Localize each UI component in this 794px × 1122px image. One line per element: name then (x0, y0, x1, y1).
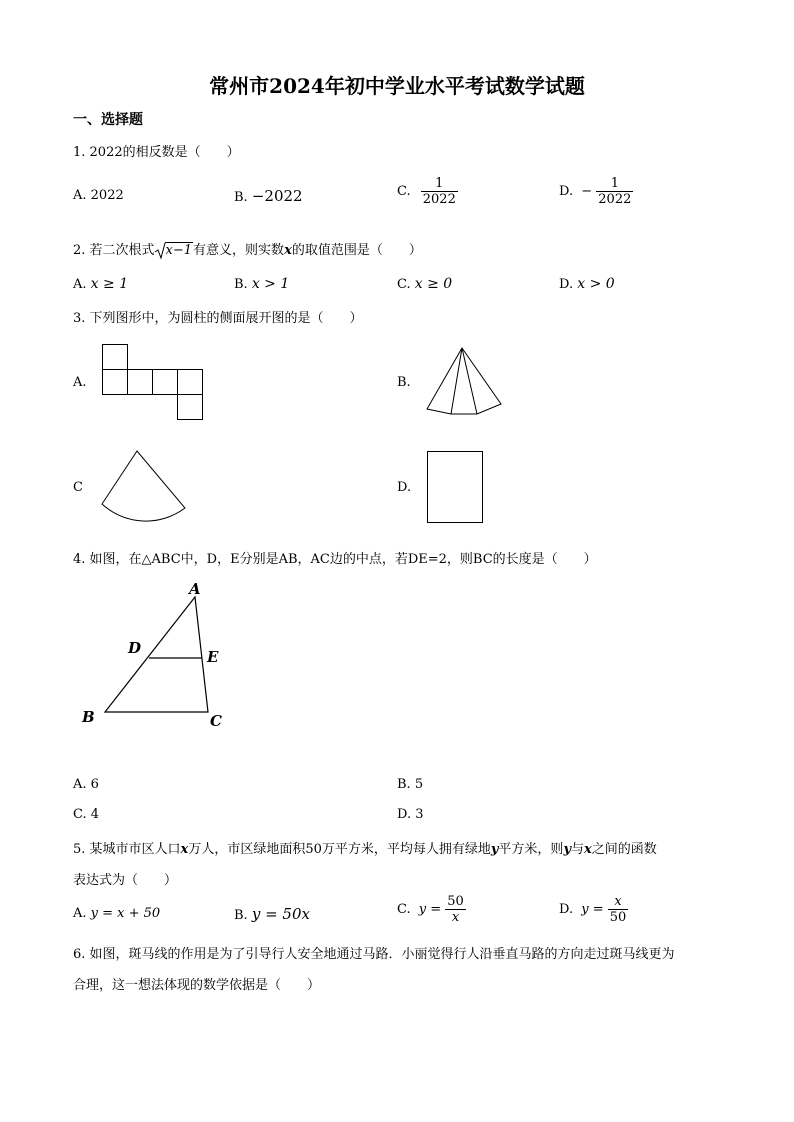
q5-d-numerator: x (614, 894, 622, 909)
q3-figure-b-pyramid-icon (425, 347, 505, 417)
q2-stem-post: 的取值范围是（ ） (291, 243, 422, 258)
q2-option-d-label: D. (559, 277, 574, 292)
q2-radical (155, 243, 194, 258)
label-c: C (210, 712, 222, 730)
label-a: A (189, 580, 201, 598)
q5-line1-pre: 5. 某城市市区人口 (73, 842, 181, 857)
page-title: 常州市2024年初中学业水平考试数学试题 (209, 74, 585, 98)
q1-option-c (397, 176, 458, 207)
q2-stem-mid: 有意义，则实数 (193, 243, 285, 258)
q5-c-numerator: 50 (447, 894, 464, 909)
q5-var-x2: x (584, 842, 592, 857)
q5-option-d (559, 894, 628, 925)
q5-var-y1: y (490, 842, 499, 857)
q5-var-y2: y (563, 842, 571, 857)
q2-option-a-label: A. (73, 277, 87, 292)
q5-option-d-label: D. (559, 902, 574, 917)
question-1-stem: 1. 2022的相反数是（ ） (73, 145, 240, 160)
q3-option-d-label: D. (397, 480, 412, 495)
question-4-stem: 4. 如图，在△ABC中，D，E分别是AB，AC边的中点，若DE=2，则BC的长度是（ ） (73, 552, 597, 567)
label-b: B (82, 708, 95, 726)
question-6-line-1: 6. 如图，斑马线的作用是为了引导行人安全地通过马路．小丽觉得行人沿垂直马路的方向走过斑马线更为 (73, 947, 675, 962)
q2-option-d (559, 276, 615, 292)
q3-figure-d-rectangle-icon (427, 451, 487, 526)
question-5-line-1 (73, 838, 657, 857)
q2-option-b-label: B. (234, 277, 248, 292)
q1-option-d (559, 176, 633, 207)
q1-d-sign: − (581, 184, 593, 199)
q1-option-b-label: B. (234, 190, 248, 205)
q2-stem-pre: 2. 若二次根式 (73, 243, 155, 258)
q2-option-a (73, 276, 128, 292)
q2-option-b (234, 276, 289, 292)
label-d: D (128, 639, 142, 657)
q4-option-c: C. 4 (73, 807, 100, 822)
q5-option-a-expr: y = x + 50 (90, 906, 161, 921)
q4-option-a: A. 6 (73, 777, 99, 792)
q5-option-b-expr: y = 50x (251, 905, 310, 923)
q5-line1-mid2: 平方米，则 (498, 842, 564, 857)
question-3-stem: 3. 下列图形中，为圆柱的侧面展开图的是（ ） (73, 311, 363, 326)
q2-option-b-expr: x > 1 (251, 276, 290, 292)
q5-d-lhs: y = (581, 902, 604, 917)
q2-option-d-expr: x > 0 (577, 276, 615, 292)
q2-radicand: x−1 (165, 243, 193, 258)
q5-option-a (73, 906, 160, 921)
q1-d-denominator: 2022 (598, 192, 632, 207)
q5-option-b (234, 905, 310, 923)
q2-var: x (284, 243, 292, 258)
section-heading: 一、选择题 (73, 112, 143, 128)
q3-figure-c-sector-icon (101, 450, 191, 525)
q1-c-numerator: 1 (435, 176, 444, 191)
question-6-line-2: 合理，这一想法体现的数学依据是（ ） (73, 978, 321, 993)
q2-option-c-expr: x ≥ 0 (414, 276, 453, 292)
label-e: E (207, 648, 219, 666)
q1-option-a: A. 2022 (73, 188, 124, 203)
q5-d-denominator: 50 (609, 910, 627, 925)
q3-option-a-label: A. (73, 375, 87, 390)
q4-option-d: D. 3 (397, 807, 424, 822)
q2-option-a-expr: x ≥ 1 (90, 276, 129, 292)
q3-figure-a-cube-net-icon (102, 344, 212, 424)
radical-sign-icon (154, 242, 166, 260)
q4-option-b: B. 5 (397, 777, 424, 792)
q5-c-denominator: x (445, 909, 466, 925)
q5-option-a-label: A. (73, 906, 87, 921)
q4-triangle-figure (78, 578, 238, 738)
q5-line1-mid1: 万人，市区绿地面积50万平方米，平均每人拥有绿地 (188, 842, 491, 857)
q2-option-c (397, 276, 452, 292)
q5-option-b-label: B. (234, 908, 248, 923)
q5-var-x1: x (180, 842, 189, 857)
q5-line1-post: 之间的函数 (591, 842, 657, 857)
q1-c-denominator: 2022 (422, 192, 456, 207)
q1-d-numerator: 1 (610, 176, 619, 191)
question-2-stem (73, 239, 422, 258)
q5-option-c-label: C. (397, 902, 411, 917)
q3-option-c-label: C (73, 480, 83, 495)
q1-option-c-fraction (421, 176, 458, 207)
question-5-line-2: 表达式为（ ） (73, 873, 178, 888)
q2-option-c-label: C. (397, 277, 411, 292)
q5-option-c-fraction (445, 894, 466, 925)
q3-option-b-label: B. (397, 375, 411, 390)
q5-c-lhs: y = (418, 902, 442, 917)
q5-line1-mid3: 与 (571, 842, 585, 857)
q5-option-c (397, 894, 466, 925)
q1-option-d-fraction (596, 176, 633, 207)
q5-option-d-fraction (608, 894, 629, 925)
q1-option-b-value: −2022 (251, 187, 303, 205)
q1-option-d-label: D. (559, 184, 574, 199)
q1-option-c-label: C. (397, 184, 411, 199)
q1-option-b (234, 187, 303, 205)
